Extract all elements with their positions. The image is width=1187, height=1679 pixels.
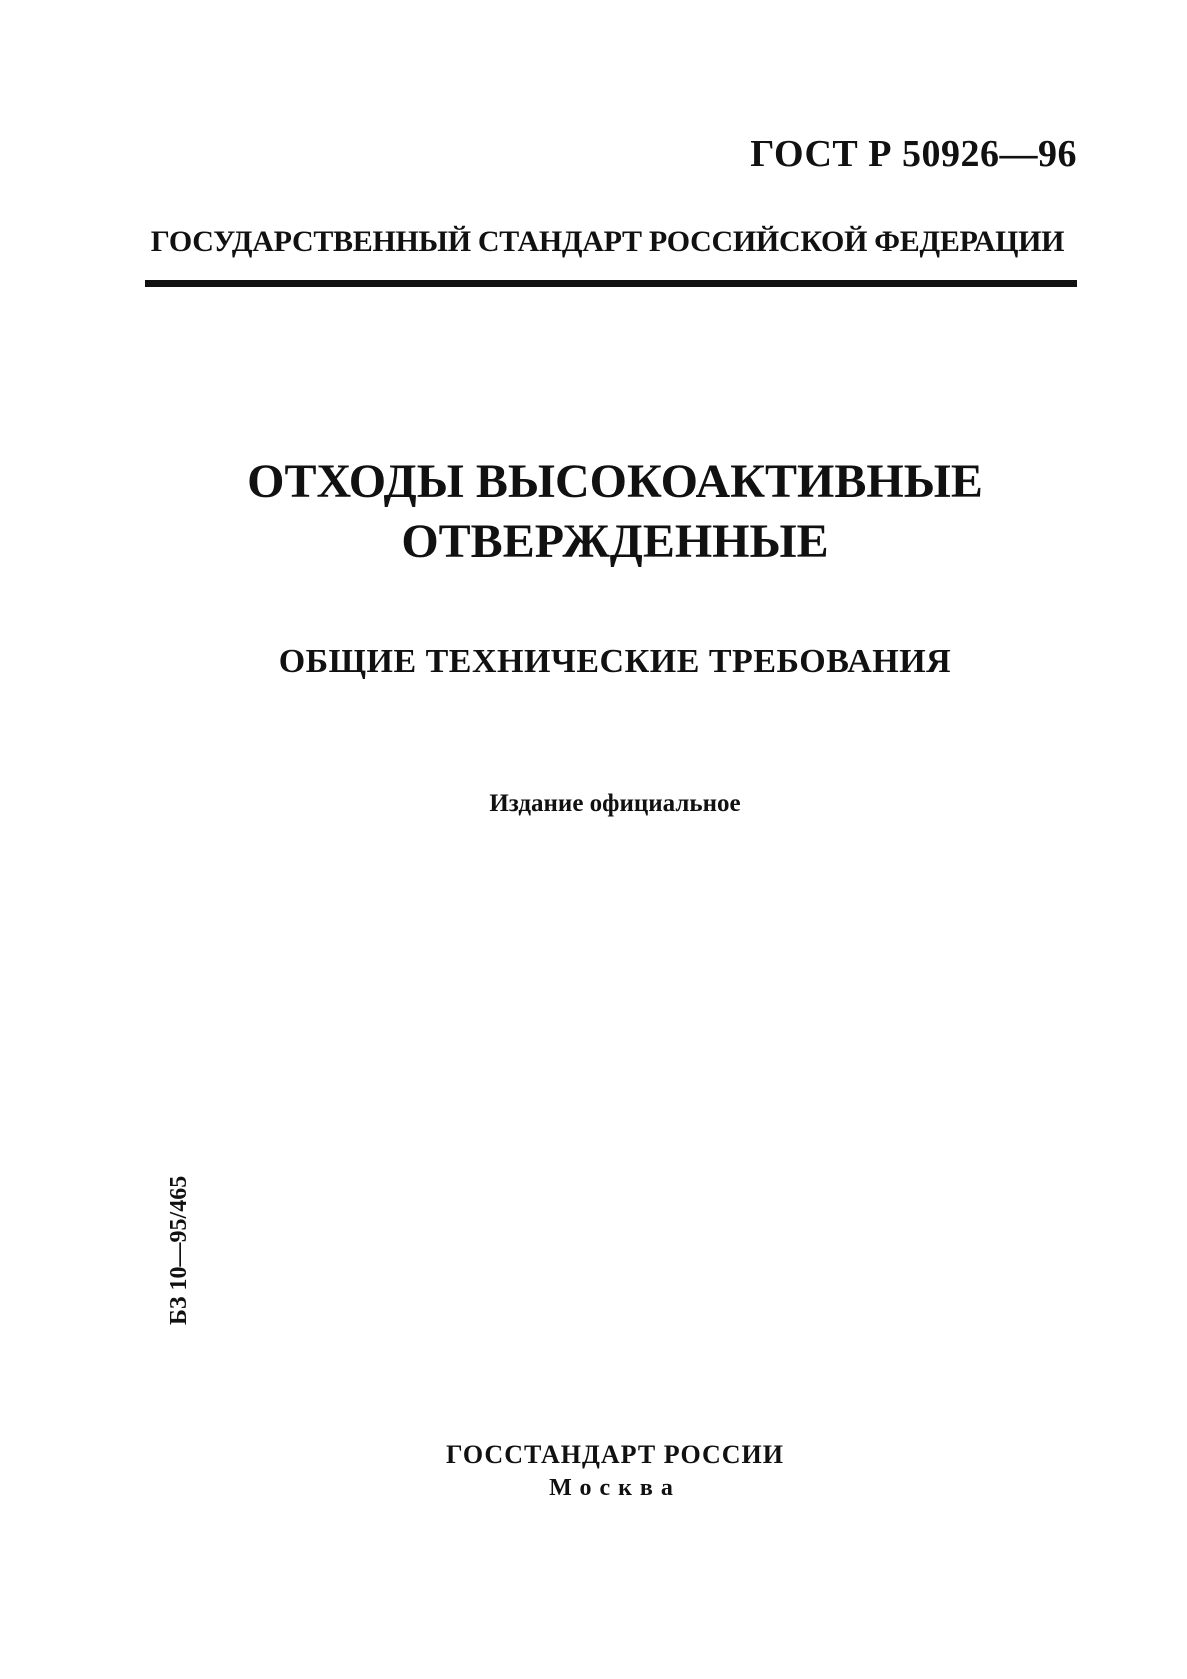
publication-city: Москва bbox=[549, 1475, 681, 1501]
publisher: ГОССТАНДАРТ РОССИИ bbox=[445, 1440, 784, 1469]
document-subtitle: ОБЩИЕ ТЕХНИЧЕСКИЕ ТРЕБОВАНИЯ bbox=[278, 643, 952, 680]
edition-note: Издание официальное bbox=[489, 790, 741, 817]
document-title bbox=[150, 452, 1080, 572]
title-line-1: ОТХОДЫ ВЫСОКОАКТИВНЫЕ bbox=[247, 455, 983, 508]
header-rule bbox=[145, 280, 1077, 287]
side-code: БЗ 10—95/465 bbox=[166, 1175, 192, 1325]
title-line-2: ОТВЕРЖДЕННЫЕ bbox=[401, 515, 829, 568]
standard-designation: ГОСТ Р 50926—96 bbox=[750, 133, 1077, 175]
standard-type-heading: ГОСУДАРСТВЕННЫЙ СТАНДАРТ РОССИЙСКОЙ ФЕДЕРАЦИИ bbox=[150, 225, 1065, 258]
